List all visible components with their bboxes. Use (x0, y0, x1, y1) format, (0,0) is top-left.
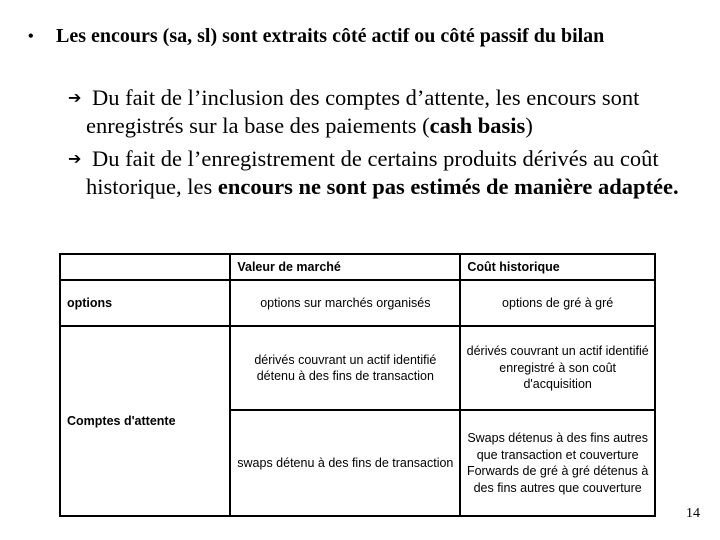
bullet-dot-icon: • (28, 28, 34, 45)
header-empty-cell (60, 254, 230, 280)
header-market-value: Valeur de marché (230, 254, 460, 280)
arrow-right-icon: ➔ (68, 149, 82, 168)
row-label-options: options (60, 280, 230, 326)
cell-market-value: options sur marchés organisés (230, 280, 460, 326)
sub-bullet-text (68, 145, 698, 201)
table-row (60, 280, 655, 326)
sub-bullet-cash-basis (68, 84, 698, 140)
cell-historical-cost: options de gré à gré (460, 280, 655, 326)
cell-market-value: swaps détenu à des fins de transaction (230, 410, 460, 516)
sub-bullet-text-start: Du fait de l’inclusion des comptes d’attente, les encours sont enregistrés sur la base des paiements ( (86, 85, 640, 138)
valuation-table (59, 253, 656, 517)
main-bullet-text: Les encours (sa, sl) sont extraits côté actif ou côté passif du bilan (56, 25, 605, 47)
sub-bullet-text-bold: encours ne sont pas estimés de manière adaptée. (217, 174, 679, 199)
cell-market-value: dérivés couvrant un actif identifié détenu à des fins de transaction (230, 326, 460, 410)
cell-historical-cost: dérivés couvrant un actif identifié enregistré à son coût d'acquisition (460, 326, 655, 410)
row-label-comptes-attente: Comptes d'attente (60, 326, 230, 516)
sub-bullet-historical-cost (68, 145, 698, 201)
sub-bullet-text (68, 84, 698, 140)
page-number: 14 (686, 506, 700, 521)
header-historical-cost: Coût historique (460, 254, 655, 280)
sub-bullet-text-end: ) (525, 113, 533, 138)
cell-historical-cost (460, 410, 655, 516)
arrow-right-icon: ➔ (68, 88, 82, 107)
main-bullet (28, 24, 678, 49)
table-row (60, 326, 655, 410)
sub-bullet-text-start: Du fait de l’enregistrement de certains produits dérivés au coût historique, les (86, 146, 659, 199)
sub-bullet-text-bold: cash basis (429, 113, 526, 138)
cell-line-swaps: Swaps détenus à des fins autres que transaction et couverture (467, 431, 648, 462)
cell-line-forwards: Forwards de gré à gré détenus à des fins autres que couverture (466, 464, 649, 495)
table-header-row (60, 254, 655, 280)
